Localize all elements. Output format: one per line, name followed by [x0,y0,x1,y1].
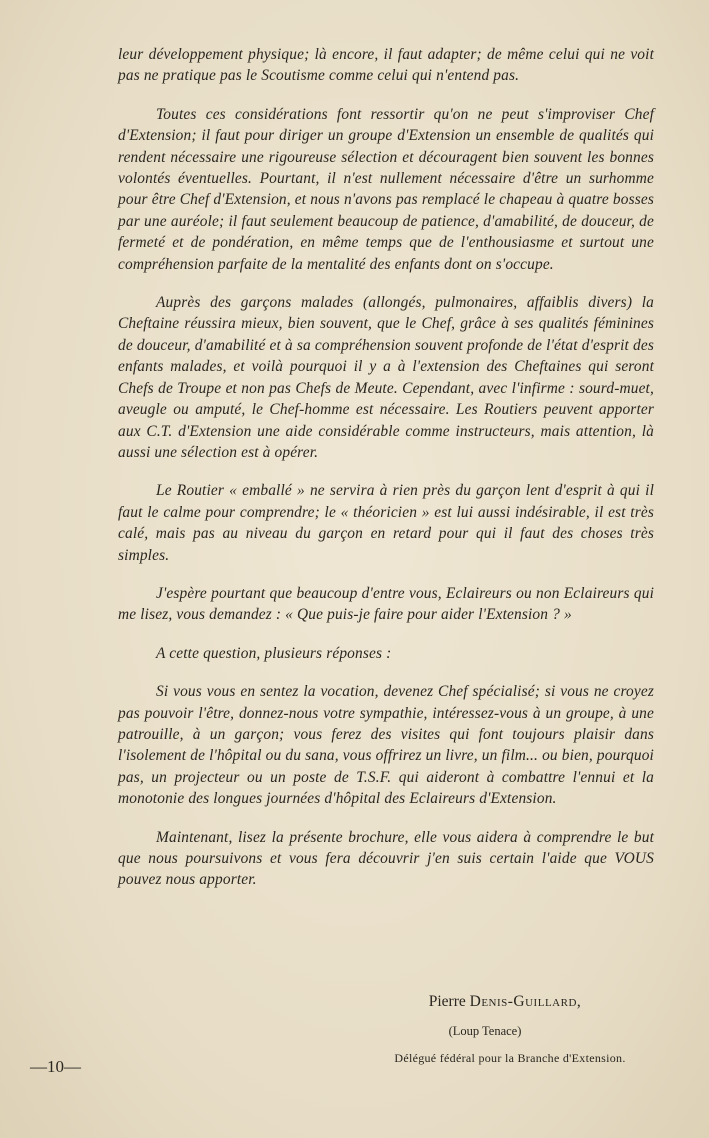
paragraph: J'espère pourtant que beaucoup d'entre vous, Eclaireurs ou non Eclaireurs qui me lisez, vous demandez : « Que puis-je faire pour aider l'Extension ? » [118,584,654,624]
signature-nickname: (Loup Tenace) [448,1024,522,1038]
paragraph: Si vous vous en sentez la vocation, devenez Chef spécialisé; si vous ne croyez pas pouvoir l'être, donnez-nous votre sympathie, intéressez-vous à un groupe, à une patrouille, à un garçon; vous ferez des visites qui font toujours plaisir dans l'isolement de l'hôpital ou du sana, vous offrirez un livre, un film... ou bien, pourquoi pas, un projecteur ou un poste de T.S.F. qui aideront à combattre l'ennui et la monotonie des longues journées d'hôpital des Eclaireurs d'Extension. [118,683,654,808]
page-number: —10— [30,1057,81,1076]
signature-role: Délégué fédéral pour la Branche d'Extension. [394,1051,626,1065]
paragraph: Auprès des garçons malades (allongés, pulmonaires, affaiblis divers) la Cheftaine réussira mieux, bien souvent, que le Chef, grâce à ses qualités féminines de douceur, d'amabilité et à sa compréhension souvent profonde de l'état d'esprit des enfants malades, et voilà pourquoi il y a à l'extension des Cheftaines qui seront Chefs de Troupe et non pas Chefs de Meute. Cependant, avec l'infirme : sourd-muet, aveugle ou amputé, le Chef-homme est nécessaire. Les Routiers peuvent apporter aux C.T. d'Extension une aide considérable comme instructeurs, mais attention, là aussi une sélection est à opérer. [118,294,654,461]
signature-last-name: Denis-Guillard, [469,993,582,1010]
paragraph: Maintenant, lisez la présente brochure, elle vous aidera à comprendre le but que nous poursuivons et vous fera découvrir j'en suis certain l'aide que VOUS pouvez nous apporter. [118,828,654,889]
paragraph: Toutes ces considérations font ressortir qu'on ne peut s'improviser Chef d'Extension; il faut pour diriger un groupe d'Extension un ensemble de qualités qui rendent nécessaire une rigoureuse sélection et découragent bien souvent les bonnes volontés éventuelles. Pourtant, il n'est nullement nécessaire d'être un surhomme pour être Chef d'Extension, et nous n'avons pas remplacé le chapeau à quatre bosses par une auréole; il faut seulement beaucoup de patience, d'amabilité, de douceur, de fermeté et de pondération, en même temps que de l'enthousiasme et surtout une compréhension parfaite de la mentalité des enfants dont on s'occupe. [118,105,654,273]
body-text [118,44,654,908]
signature-first-name: Pierre [428,993,466,1010]
signature-name [340,993,670,1011]
paragraph: leur développement physique; là encore, il faut adapter; de même celui qui ne voit pas ne pratique pas le Scoutisme comme celui qui n'entend pas. [118,46,654,85]
paragraph: A cette question, plusieurs réponses : [156,644,392,662]
paragraph: Le Routier « emballé » ne servira à rien près du garçon lent d'esprit à qui il faut le calme pour comprendre; le « théoricien » est lui aussi indésirable, il est très calé, mais pas au niveau du garçon en retard pour qui il faut des choses très simples. [118,482,654,564]
